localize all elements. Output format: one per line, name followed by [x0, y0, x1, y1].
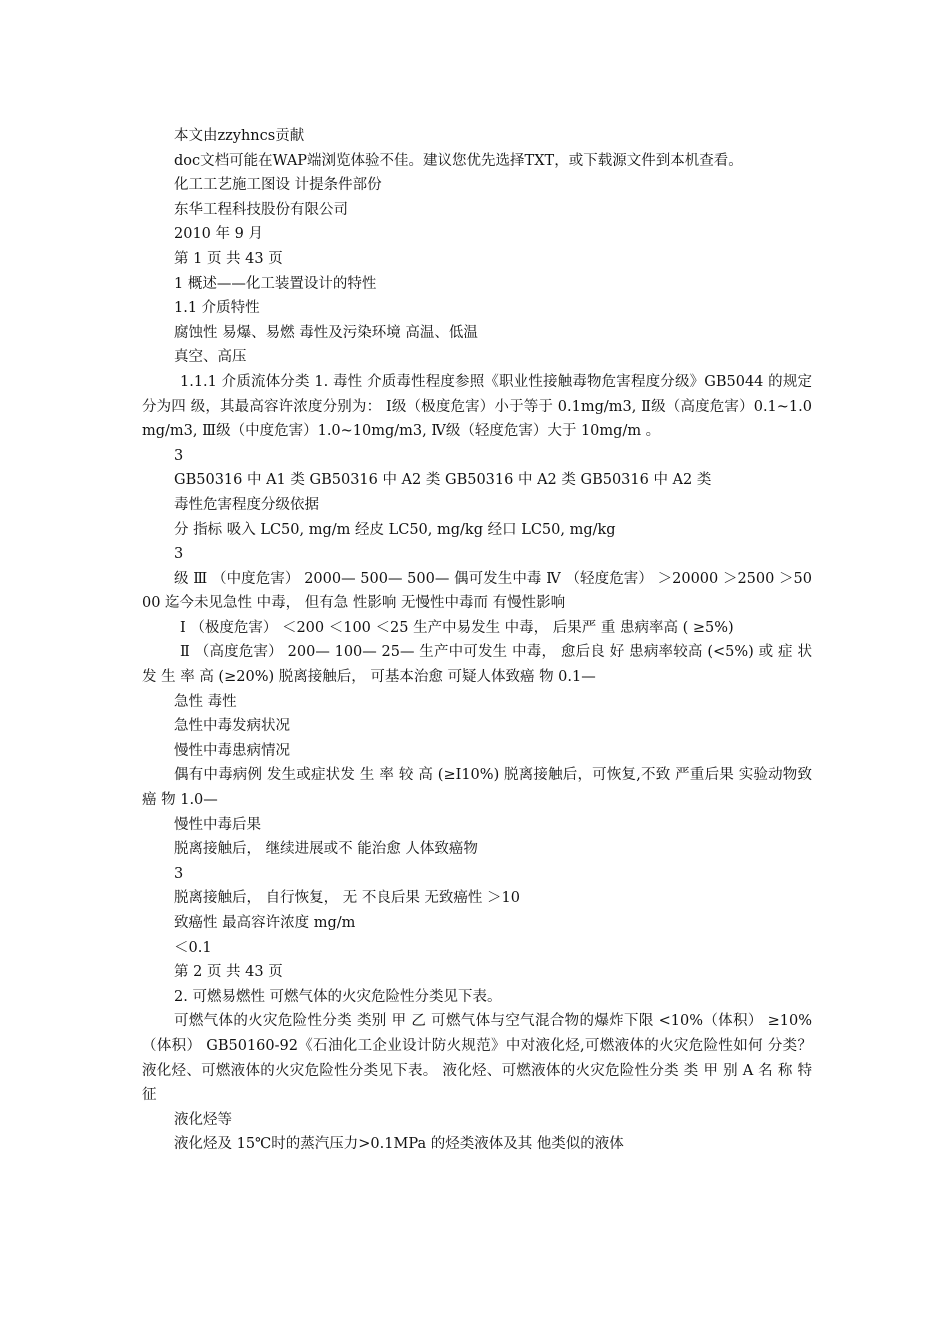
text-line: 3 — [174, 865, 184, 882]
viewing-notice: doc文档可能在WAP端浏览体验不佳。建议您优先选择TXT，或下载源文件到本机查看。 — [174, 152, 743, 169]
text-line: 分 指标 吸入 LC50, mg/m 经皮 LC50, mg/kg 经口 LC50, mg/kg — [174, 521, 616, 538]
section-heading: 1 概述——化工装置设计的特性 — [174, 275, 377, 292]
document-title: 化工工艺施工图设 计提条件部份 — [174, 177, 382, 194]
text-line: 液化烃等 — [174, 1111, 232, 1128]
text-paragraph: Ⅱ （高度危害） 200— 100— 25— 生产中可发生 中毒， 愈后良 好 患病率较高 (<5%) 或 症 状 发 生 率 高 (≥20%) 脱离接触后， 可基本治愈 可疑人体致癌 物 0.1— — [142, 644, 812, 686]
text-line: 腐蚀性 易爆、易燃 毒性及污染环境 高温、低温 — [174, 324, 478, 341]
text-line: ＜0.1 — [174, 939, 212, 956]
document-body — [142, 124, 812, 1157]
text-line: 真空、高压 — [174, 349, 247, 366]
text-line: 慢性中毒后果 — [174, 816, 261, 833]
text-paragraph: 级 Ⅲ （中度危害） 2000— 500— 500— 偶可发生中毒 Ⅳ （轻度危害） ＞20000 ＞2500 ＞5000 迄今未见急性 中毒， 但有急 性影响 无慢性中毒而 有慢性影响 — [142, 570, 812, 612]
text-line: 毒性危害程度分级依据 — [174, 496, 319, 513]
document-date: 2010 年 9 月 — [174, 226, 263, 243]
page-counter: 第 2 页 共 43 页 — [174, 964, 283, 981]
text-line: 2. 可燃易燃性 可燃气体的火灾危险性分类见下表。 — [174, 988, 502, 1005]
text-paragraph: 1.1.1 介质流体分类 1. 毒性 介质毒性程度参照《职业性接触毒物危害程度分级》GB5044 的规定分为四 级，其最高容许浓度分别为： Ⅰ级（极度危害）小于等于 0.1mg/m3, Ⅱ级（高度危害）0.1~1.0mg/m3, Ⅲ级（中度危害）1.0~10mg/m3, Ⅳ级（轻度危害）大于 10mg/m 。 — [142, 373, 812, 440]
text-line: 3 — [174, 546, 184, 563]
company-name: 东华工程科技股份有限公司 — [174, 201, 348, 218]
text-line: 慢性中毒患病情况 — [174, 742, 290, 759]
text-line: 液化烃及 15℃时的蒸汽压力>0.1MPa 的烃类液体及其 他类似的液体 — [174, 1136, 624, 1153]
text-line: 脱离接触后， 自行恢复， 无 不良后果 无致癌性 ＞10 — [174, 890, 520, 907]
contributor-line: 本文由zzyhncs贡献 — [174, 128, 305, 144]
text-paragraph: 可燃气体的火灾危险性分类 类别 甲 乙 可燃气体与空气混合物的爆炸下限 <10%（体积） ≥10%（体积） GB50160-92《石油化工企业设计防火规范》中对液化烃,可燃液体的火灾危险性如何 分类？ 液化烃、可燃液体的火灾危险性分类见下表。 液化烃、可燃液体的火灾危险性分类 类 甲 别 A 名 称 特 征 — [142, 1013, 812, 1104]
text-line: 致癌性 最高容许浓度 mg/m — [174, 915, 356, 931]
text-paragraph: 偶有中毒病例 发生或症状发 生 率 较 高 (≥I10%) 脱离接触后，可恢复,不致 严重后果 实验动物致癌 物 1.0— — [142, 767, 812, 809]
text-line: 脱离接触后， 继续进展或不 能治愈 人体致癌物 — [174, 841, 478, 858]
text-line: 3 — [174, 447, 184, 464]
text-line: 急性中毒发病状况 — [174, 718, 290, 735]
page-counter: 第 1 页 共 43 页 — [174, 250, 283, 267]
text-paragraph: Ⅰ （极度危害） ＜200 ＜100 ＜25 生产中易发生 中毒， 后果严 重 患病率高 ( ≥5%) — [180, 619, 734, 636]
subsection-heading: 1.1 介质特性 — [174, 300, 260, 317]
text-line: GB50316 中 A1 类 GB50316 中 A2 类 GB50316 中 A2 类 GB50316 中 A2 类 — [174, 472, 712, 489]
text-line: 急性 毒性 — [174, 693, 237, 710]
